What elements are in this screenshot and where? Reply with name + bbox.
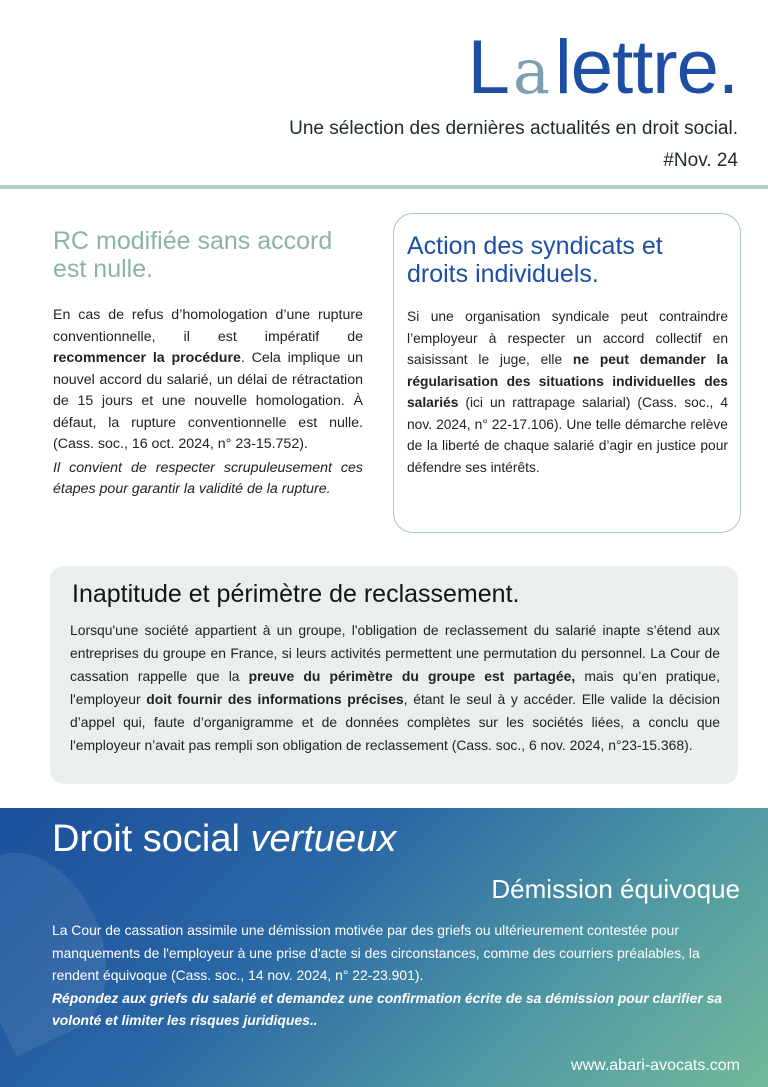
header-divider xyxy=(0,185,768,189)
text-run: Lorsqu'une société appartient à un groupe, l'obligation de reclassement du salarié inapte s’étend aux entreprises du groupe en France, si leurs activités permettent une permutation du personnel. La Cour de cassation rappelle que la xyxy=(70,622,720,684)
article-body xyxy=(407,306,728,478)
band-advice: Répondez aux griefs du salarié et demandez une confirmation écrite de sa démission pour clarifier sa volonté et limiter les risques juridiques.. xyxy=(52,989,723,1028)
bold-run: preuve du périmètre du groupe est partagée, xyxy=(248,668,576,684)
article-title: RC modifiée sans accord est nulle. xyxy=(53,227,333,283)
article-title: Inaptitude et périmètre de reclassement. xyxy=(72,580,520,608)
text-run: En cas de refus d’homologation d’une rupture conventionnelle, il est impératif de xyxy=(53,307,363,345)
bold-run: ne peut demander la régularisation des situations individuelles des salariés xyxy=(407,352,728,410)
band-title xyxy=(52,818,396,861)
article-action-syndicats xyxy=(393,213,741,533)
logo-letter-l: L xyxy=(467,25,509,110)
logo-word: lettre. xyxy=(554,25,738,110)
newsletter-subtitle: Une sélection des dernières actualités en droit social. xyxy=(289,118,738,139)
text-run: Si une organisation syndicale peut contraindre l’employeur à respecter un accord collectif en saisissant le juge, elle xyxy=(407,309,728,367)
article-note: Il convient de respecter scrupuleusement ces étapes pour garantir la validité de la rupture. xyxy=(53,459,363,497)
article-title: Action des syndicats et droits individuels. xyxy=(407,232,663,288)
issue-label: #Nov. 24 xyxy=(663,150,738,171)
text-run: (ici un rattrapage salarial) (Cass. soc., 4 nov. 2024, n° 22-17.106). Une telle démarche relève de la liberté de chaque salarié d’agir en justice pour défendre ses intérêts. xyxy=(407,395,728,475)
text-run: mais qu’en pratique, l'employeur xyxy=(70,668,720,707)
band-body xyxy=(52,919,742,1032)
band-paragraph: La Cour de cassation assimile une démission motivée par des griefs ou ultérieurement contestée pour manquements de l'employeur à une prise d'acte si des circonstances, comme des courriers préalables, la rendent équivoque (Cass. soc., 14 nov. 2024, n° 22-23.901). xyxy=(52,922,700,983)
text-run: . Cela implique un nouvel accord du salarié, un délai de rétractation de 15 jours et une nouvelle homologation. À défaut, la rupture conventionnelle est nulle. (Cass. soc., 16 oct. 2024, n° 23-15.752). xyxy=(53,350,364,452)
bold-run: recommencer la procédure xyxy=(53,350,241,366)
italic-run: vertueux xyxy=(250,818,397,860)
droit-social-vertueux-band xyxy=(0,808,768,1087)
website-link[interactable]: www.abari-avocats.com xyxy=(571,1057,740,1074)
text-run: , étant le seul à y accéder. Elle valide la décision d’appel qui, faute d’organigramme et de données complètes sur les sociétés liées, a conclu que l'employeur n’avait pas rempli son obligation de reclassement (Cass. soc., 6 nov. 2024, n°23-15.368). xyxy=(70,691,720,753)
logo-letter-a: a xyxy=(512,35,549,108)
bold-run: doit fournir des informations précises xyxy=(146,691,404,707)
article-body xyxy=(70,619,720,757)
article-inaptitude xyxy=(50,566,738,784)
article-body xyxy=(53,305,363,456)
band-subtitle: Démission équivoque xyxy=(491,874,740,904)
text-run: Droit social xyxy=(52,818,251,860)
article-rc-modifiee xyxy=(53,227,363,501)
newsletter-logo xyxy=(467,25,738,110)
